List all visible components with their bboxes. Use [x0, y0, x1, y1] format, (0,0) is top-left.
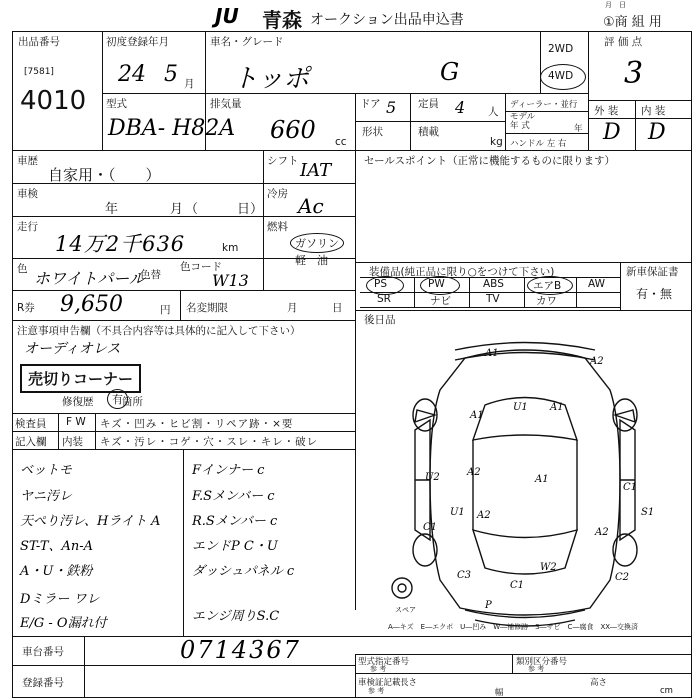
drive-2wd: 2WD	[548, 43, 574, 55]
car-name: トッポ	[232, 64, 310, 94]
mark-u1-hood: U1	[513, 402, 528, 413]
recycle-label: R券	[17, 302, 35, 314]
shaken-day: （ 日）	[185, 202, 264, 217]
shaken-label: 車検	[17, 188, 38, 200]
first-reg-month-unit: 月	[184, 78, 195, 90]
lot-label: 出品番号	[18, 36, 60, 48]
repair-yes: 有	[107, 389, 128, 409]
reg-no-label: 登録番号	[22, 677, 64, 689]
mark-u1-door: U1	[450, 507, 465, 518]
displacement-unit: cc	[335, 136, 347, 148]
recycle-value: 9,650	[60, 292, 123, 317]
class-no-label: 類別区分番号	[516, 657, 568, 667]
mark-c1-rdoor: C1	[623, 482, 638, 493]
dims-height: 高さ	[590, 678, 608, 688]
entry-items: キズ・汚レ・コゲ・穴・スレ・キレ・破レ	[100, 436, 319, 448]
first-reg-month: 5	[164, 62, 178, 87]
vehicle-no-value: 0714367	[180, 636, 301, 664]
equip-airbag: エアB	[533, 280, 562, 292]
equip-ps-circle	[366, 276, 404, 295]
sold-corner-stamp: 売切りコーナー	[20, 364, 141, 393]
mark-w2: W2	[540, 562, 557, 573]
mark-a1-front: A1	[485, 348, 499, 359]
mark-a1-left: A1	[470, 410, 484, 421]
color-code: W13	[212, 271, 249, 290]
history-value: 自家用・（ ）	[48, 166, 161, 184]
mark-a2-rwheel: A2	[595, 527, 609, 538]
mark-u2-door: U2	[425, 472, 440, 483]
vehicle-no-label: 車台番号	[22, 646, 64, 658]
type-designation-label: 型式指定番号	[358, 657, 410, 667]
warranty-label: 新車保証書	[626, 266, 679, 278]
spare-label: スペア	[395, 606, 416, 614]
remark-right-1: Fインナー c	[192, 463, 265, 478]
mark-a2-front: A2	[590, 356, 604, 367]
remark-left-6: Dミラー ワレ	[20, 592, 100, 607]
mark-a2-rear: A2	[477, 510, 491, 521]
damage-legend: A―キズ E―エクボ U―凹み W―補修跡 S―サビ C―腐食 XX―交換済	[388, 623, 639, 631]
car-grade: G	[440, 58, 460, 86]
handle-label: ハンドル 左 右	[510, 139, 567, 149]
mark-a1-roof: A1	[535, 474, 549, 485]
mark-c1-rear: C1	[510, 580, 525, 591]
ac-value: Ac	[298, 194, 324, 218]
exterior-label: 外 装	[594, 105, 619, 117]
shaken-month: 月	[170, 202, 184, 217]
mileage-unit: km	[222, 242, 239, 254]
equip-navi: ナビ	[430, 295, 451, 307]
mark-a1-hood: A1	[550, 402, 564, 413]
doors-value: 5	[386, 98, 397, 117]
mark-c2: C2	[615, 572, 630, 583]
car-name-label: 車名・グレード	[210, 36, 284, 48]
remark-left-5: A・U・鉄粉	[20, 564, 93, 579]
drive-selected-circle	[540, 64, 586, 90]
drive-4wd: 4WD	[548, 70, 574, 82]
load-unit: kg	[490, 136, 503, 148]
entry-interior: 内装	[62, 436, 83, 448]
warranty-value: 有・無	[636, 287, 673, 301]
history-label: 車歴	[17, 155, 38, 167]
rating-label: 評 価 点	[604, 36, 643, 48]
equip-pw-circle	[420, 276, 460, 295]
remark-left-2: ヤニ汚レ	[20, 489, 73, 504]
displacement-label: 排気量	[210, 98, 242, 110]
doors-label: ドア	[360, 98, 381, 110]
repair-label: 修復歴	[62, 396, 94, 408]
dims-ref: 参 考	[368, 687, 385, 695]
equip-ps: PS	[374, 278, 387, 290]
fuel-label: 燃料	[267, 221, 288, 233]
remark-right-5: ダッシュパネル c	[192, 564, 295, 579]
brand-logo: JU	[215, 4, 239, 28]
mark-c3: C3	[457, 570, 472, 581]
inspector-label: 検査員	[15, 418, 47, 430]
displacement-value: 660	[270, 116, 316, 144]
notes-label: 注意事項申告欄（不具合内容等は具体的に記入して下さい）	[17, 325, 301, 337]
remark-left-7: E/G - O漏れ付	[20, 616, 107, 631]
equip-airbag-circle	[527, 276, 573, 295]
equip-abs: ABS	[483, 278, 504, 290]
first-reg-label: 初度登録年月	[106, 36, 169, 48]
mark-p: P	[485, 600, 492, 611]
mileage-value: 14万2千636	[55, 232, 186, 256]
equipment-label: 装備品(純正品に限り○をつけて下さい)	[369, 266, 555, 278]
lot-small: [7581]	[24, 67, 54, 77]
shift-label: シフト	[267, 155, 299, 167]
remark-left-1: ベットモ	[20, 463, 73, 478]
class-no-ref: 参 考	[528, 665, 545, 673]
model-value: DBA- H82A	[108, 116, 236, 141]
dealer-label: ディーラー・並行	[510, 100, 578, 110]
mileage-label: 走行	[17, 221, 38, 233]
color-value: ホワイトパール	[34, 269, 145, 288]
repair-place: 箇所	[122, 396, 143, 408]
recycle-unit: 円	[160, 304, 171, 316]
later-date-label: 後日品	[364, 314, 396, 326]
shaken-year: 年	[105, 202, 119, 217]
first-reg-year: 24	[118, 62, 146, 87]
dims-label: 車検証記載	[358, 678, 401, 688]
remark-right-3: R.Sメンバー c	[192, 514, 278, 529]
sales-point-label: セールスポイント（正常に機能するものに限ります）	[364, 155, 616, 167]
color-change-label: 色替	[140, 269, 161, 281]
equip-sr: SR	[377, 293, 391, 305]
remark-right-2: F.Sメンバー c	[192, 489, 275, 504]
shift-value: IAT	[300, 160, 332, 181]
model-year-unit: 年	[574, 124, 583, 134]
name-change-day: 日	[332, 302, 343, 314]
equip-tv: TV	[486, 293, 500, 305]
inspector-items: キズ・凹み・ヒビ割・リペア跡・×要	[100, 418, 294, 430]
entry-label: 記入欄	[15, 436, 47, 448]
equip-leather: カワ	[536, 295, 557, 307]
dims-unit: cm	[660, 686, 673, 696]
car-damage-diagram	[355, 330, 692, 635]
interior-value: D	[648, 120, 666, 145]
inspector-fw: F W	[66, 416, 86, 428]
load-label: 積載	[418, 126, 439, 138]
model-year-label: モデル 年 式	[510, 112, 536, 131]
equip-pw: PW	[428, 278, 445, 290]
name-change-month: 月	[287, 302, 298, 314]
capacity-label: 定員	[418, 98, 439, 110]
mark-c1-ldoor: C1	[423, 522, 438, 533]
equip-aw: AW	[588, 278, 605, 290]
dims-width: 幅	[495, 688, 504, 698]
remark-right-6: エンジ周りS.C	[192, 609, 280, 624]
lot-number: 4010	[20, 86, 87, 116]
color-label: 色	[17, 263, 28, 275]
top-right-note: 月 日	[605, 1, 626, 9]
brand-name: 青森	[262, 8, 302, 32]
mark-s1: S1	[641, 507, 655, 518]
interior-label: 内 装	[641, 105, 666, 117]
capacity-unit: 人	[488, 106, 499, 118]
type-designation-ref: 参 考	[370, 665, 387, 673]
rating-value: 3	[624, 56, 644, 91]
fuel-gasoline: ガソリン	[290, 233, 344, 253]
ac-label: 冷房	[267, 188, 288, 200]
mark-a2-side: A2	[467, 467, 481, 478]
exterior-value: D	[603, 120, 621, 145]
category-label: ①商 組 用	[603, 15, 662, 30]
model-label: 型式	[106, 98, 127, 110]
remark-left-4: ST-T、An-A	[20, 539, 94, 554]
color-code-label: 色コード	[180, 261, 222, 273]
remark-right-4: エンドP C・U	[192, 539, 278, 554]
capacity-value: 4	[455, 98, 466, 117]
dims-length: 長さ	[400, 678, 418, 688]
name-change-label: 名変期限	[186, 302, 228, 314]
shape-label: 形状	[362, 126, 383, 138]
notes-line1: オーディオレス	[24, 341, 121, 357]
fuel-diesel: 軽 油	[295, 254, 328, 267]
remark-left-3: 天ぺり汚レ、Hライト A	[20, 514, 161, 529]
form-title: オークション出品申込書	[310, 12, 464, 28]
